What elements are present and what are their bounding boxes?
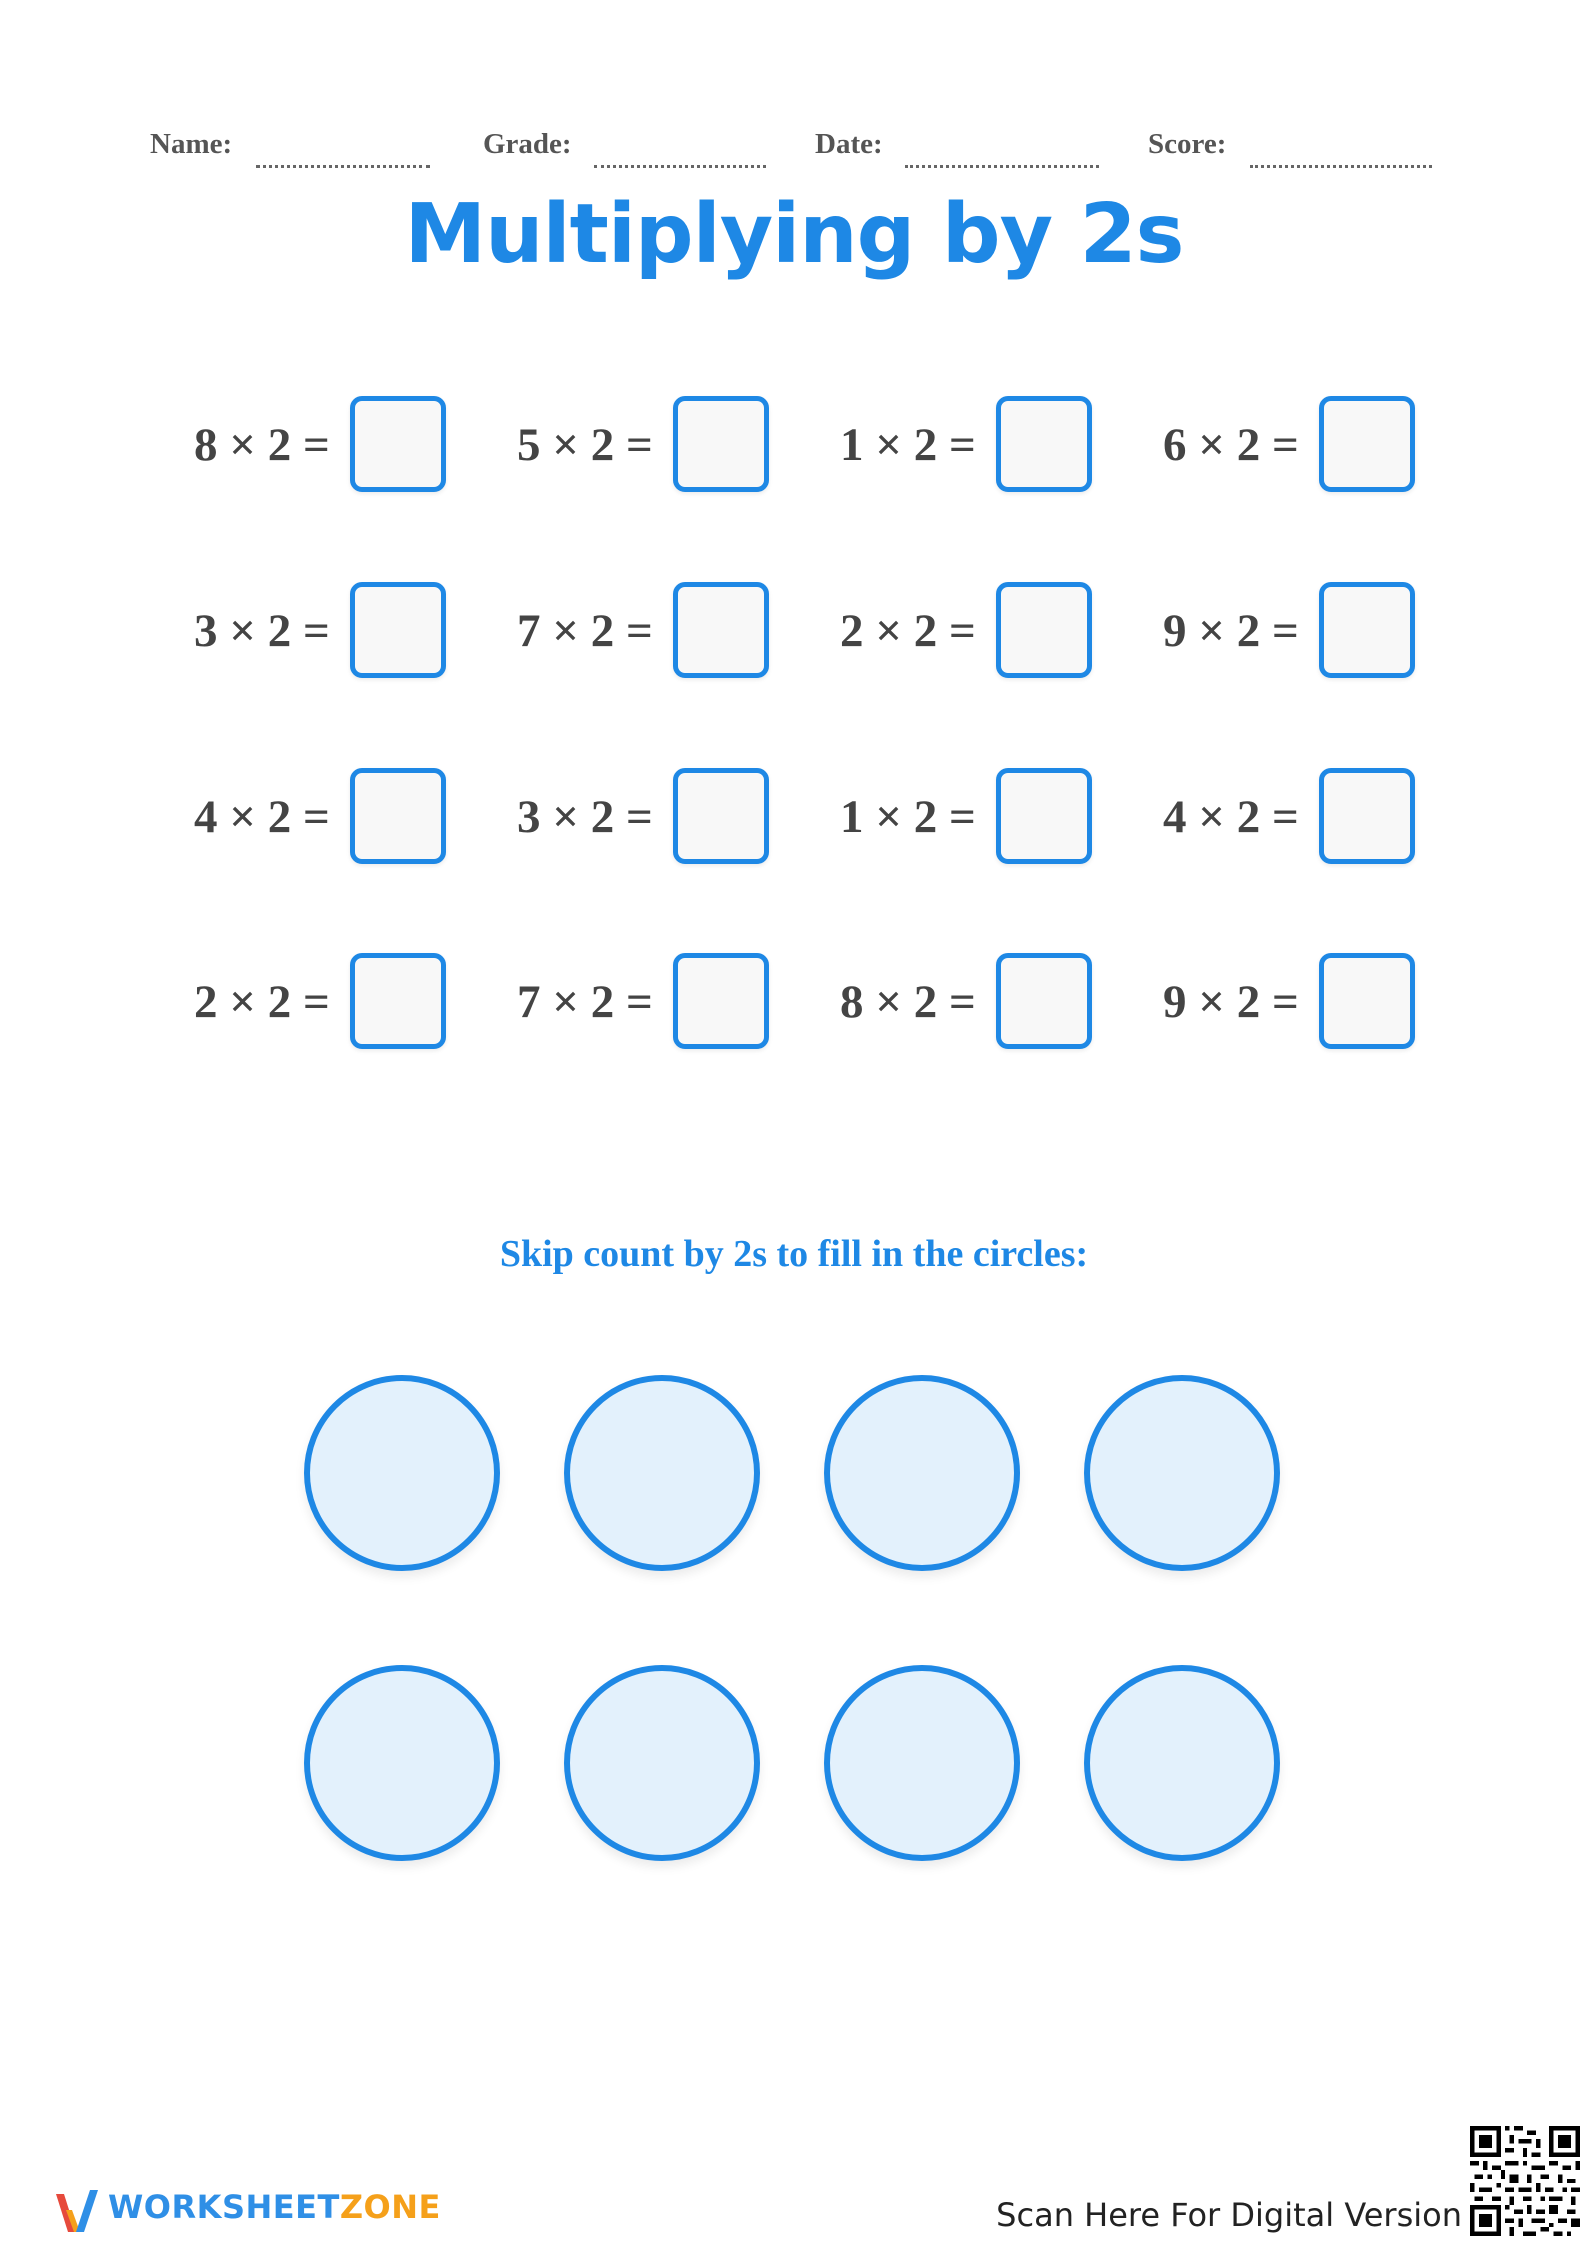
answer-box[interactable] (673, 768, 769, 864)
problem-item (826, 396, 1126, 494)
answer-box[interactable] (673, 953, 769, 1049)
problem-text: 3 × 2 = (194, 605, 330, 657)
answer-box[interactable] (350, 768, 446, 864)
worksheetzone-logo-icon (54, 2180, 100, 2240)
answer-box[interactable] (1319, 768, 1415, 864)
answer-box[interactable] (1319, 582, 1415, 678)
problem-text: 6 × 2 = (1163, 419, 1299, 471)
answer-box[interactable] (350, 396, 446, 492)
logo-text (108, 2188, 441, 2226)
date-label: Date: (815, 128, 883, 160)
problem-item (503, 953, 803, 1051)
name-line[interactable] (256, 165, 430, 168)
problem-text: 9 × 2 = (1163, 605, 1299, 657)
qr-code-icon[interactable] (1470, 2126, 1580, 2236)
skip-count-instruction: Skip count by 2s to fill in the circles: (499, 1233, 1089, 1275)
date-field[interactable] (815, 128, 1095, 172)
score-field[interactable] (1148, 128, 1440, 172)
problem-text: 4 × 2 = (194, 791, 330, 843)
problem-item (180, 396, 480, 494)
problem-item (180, 768, 480, 866)
problem-text: 2 × 2 = (840, 605, 976, 657)
score-line[interactable] (1250, 165, 1432, 168)
problem-text: 8 × 2 = (840, 976, 976, 1028)
problem-text: 2 × 2 = (194, 976, 330, 1028)
grade-field[interactable] (483, 128, 763, 172)
problem-text: 1 × 2 = (840, 791, 976, 843)
name-label: Name: (150, 128, 233, 160)
answer-circle[interactable] (824, 1375, 1020, 1571)
problem-item (826, 768, 1126, 866)
problem-item (1149, 768, 1449, 866)
skip-count-circles (304, 1375, 1284, 1875)
problem-text: 1 × 2 = (840, 419, 976, 471)
score-label: Score: (1148, 128, 1227, 160)
problem-item (503, 582, 803, 680)
problem-item (1149, 953, 1449, 1051)
logo-text-accent: ZONE (339, 2188, 441, 2226)
problem-item (503, 396, 803, 494)
problem-text: 4 × 2 = (1163, 791, 1299, 843)
answer-box[interactable] (350, 582, 446, 678)
problem-grid (180, 396, 1440, 1056)
answer-circle[interactable] (564, 1665, 760, 1861)
scan-caption: Scan Here For Digital Version (996, 2196, 1462, 2234)
answer-circle[interactable] (564, 1375, 760, 1571)
grade-line[interactable] (594, 165, 766, 168)
problem-text: 3 × 2 = (517, 791, 653, 843)
answer-box[interactable] (996, 582, 1092, 678)
problem-text: 9 × 2 = (1163, 976, 1299, 1028)
problem-item (503, 768, 803, 866)
answer-circle[interactable] (304, 1375, 500, 1571)
page-title: Multiplying by 2s (404, 187, 1184, 282)
answer-circle[interactable] (824, 1665, 1020, 1861)
answer-box[interactable] (673, 582, 769, 678)
answer-box[interactable] (996, 396, 1092, 492)
answer-circle[interactable] (304, 1665, 500, 1861)
answer-box[interactable] (996, 768, 1092, 864)
grade-label: Grade: (483, 128, 572, 160)
logo-text-main: WORKSHEET (108, 2188, 340, 2226)
problem-text: 7 × 2 = (517, 605, 653, 657)
problem-item (826, 953, 1126, 1051)
answer-box[interactable] (996, 953, 1092, 1049)
answer-circle[interactable] (1084, 1375, 1280, 1571)
header-fields (150, 128, 1440, 172)
name-field[interactable] (150, 128, 430, 172)
date-line[interactable] (905, 165, 1099, 168)
problem-text: 7 × 2 = (517, 976, 653, 1028)
problem-text: 5 × 2 = (517, 419, 653, 471)
problem-item (1149, 582, 1449, 680)
problem-item (1149, 396, 1449, 494)
problem-text: 8 × 2 = (194, 419, 330, 471)
answer-box[interactable] (1319, 396, 1415, 492)
problem-item (180, 582, 480, 680)
problem-item (180, 953, 480, 1051)
answer-box[interactable] (350, 953, 446, 1049)
answer-circle[interactable] (1084, 1665, 1280, 1861)
problem-item (826, 582, 1126, 680)
answer-box[interactable] (673, 396, 769, 492)
answer-box[interactable] (1319, 953, 1415, 1049)
